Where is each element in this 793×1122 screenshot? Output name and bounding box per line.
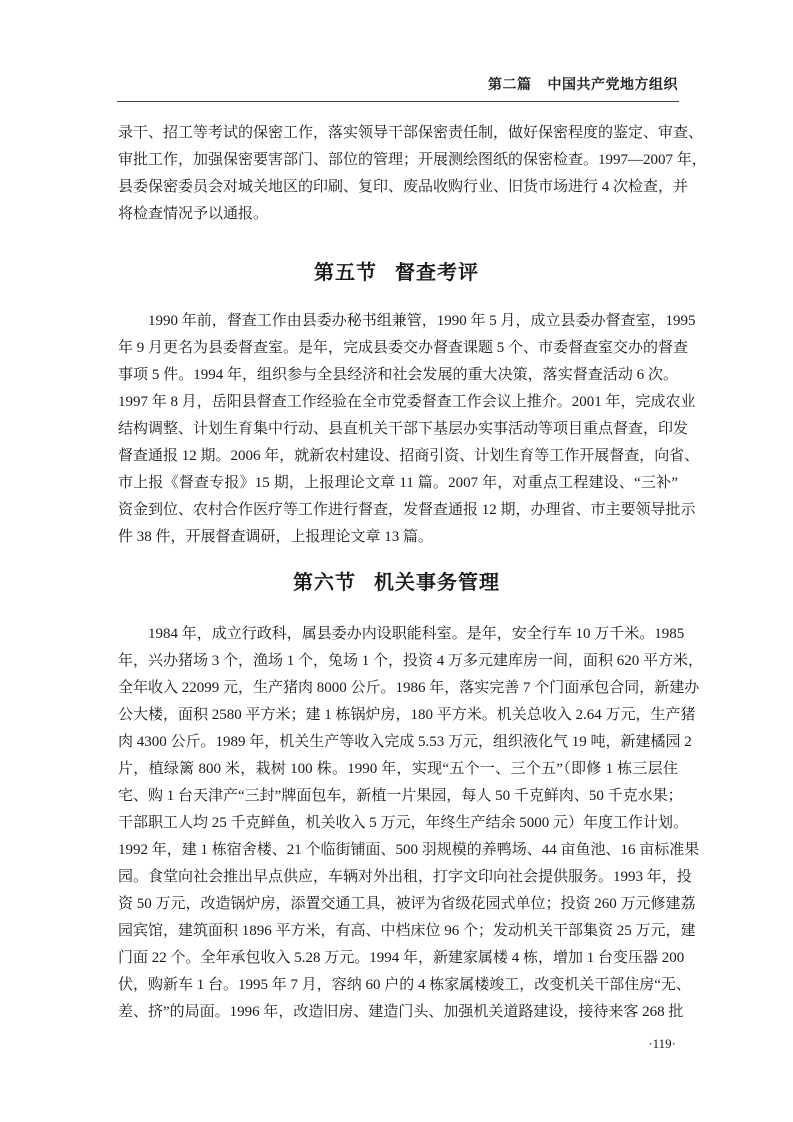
continued-paragraph (118, 120, 707, 228)
text-line: 年，兴办猪场 3 个，渔场 1 个，兔场 1 个，投资 4 万多元建库房一间，面积 620 平方米， (118, 653, 704, 669)
section-5-paragraph (118, 308, 700, 551)
text-line: 资金到位、农村合作医疗等工作进行督查，发督查通报 12 期，办理省、市主要领导批示 (118, 502, 696, 518)
text-line: 片，植绿篱 800 米，栽树 100 株。1990 年，实现“五个一、三个五”（即修 1 栋三层住 (118, 761, 678, 777)
text-line: 1990 年前，督查工作由县委办秘书组兼管，1990 年 5 月，成立县委办督查室，1995 (148, 313, 696, 329)
text-line: 园宾馆，建筑面积 1896 平方米，有高、中档床位 96 个；发动机关干部集资 25 万元，建 (118, 923, 696, 939)
section-title: 机关事务管理 (374, 572, 500, 594)
text-line: 园。食堂向社会推出早点供应，车辆对外出租，打字文印向社会提供服务。1993 年，投 (118, 869, 692, 885)
text-line: 录干、招工等考试的保密工作，落实领导干部保密责任制，做好保密程度的鉴定、审查、 (118, 125, 704, 141)
text-line: 公大楼，面积 2580 平方米；建 1 栋锅炉房，180 平方米。机关总收入 2.64 万元，生产猪 (118, 707, 696, 723)
page-number: ·119· (648, 1036, 676, 1051)
text-line: 县委保密委员会对城关地区的印刷、复印、废品收购行业、旧货市场进行 4 次检查，并 (118, 179, 689, 195)
text-line: 全年收入 22099 元，生产猪肉 8000 公斤。1986 年，落实完善 7 个门面承包合同，新建办 (118, 680, 700, 696)
text-line: 伏，购新车 1 台。1995 年 7 月，容纳 60 户的 4 栋家属楼竣工，改变机关干部住房“无、 (118, 977, 691, 993)
text-line: 件 38 件，开展督查调研，上报理论文章 13 篇。 (118, 529, 434, 545)
text-line: 将检查情况予以通报。 (118, 206, 269, 222)
section-title: 督查考评 (395, 262, 479, 284)
text-line: 干部职工人均 25 千克鲜鱼，机关收入 5 万元，年终生产结余 5000 元）年度工作计划。 (118, 815, 689, 831)
section-number: 第五节 (314, 262, 377, 284)
text-line: 资 50 万元，改造锅炉房，添置交通工具，被评为省级花园式单位；投资 260 万元修建荔 (118, 896, 696, 912)
section-6-paragraph (118, 621, 704, 1026)
text-line: 事项 5 件。1994 年，组织参与全县经济和社会发展的重大决策，落实督查活动 6 次。 (118, 367, 678, 383)
text-line: 差、挤”的局面。1996 年，改造旧房、建造门头、加强机关道路建设，接待来客 268 批 (118, 1004, 684, 1020)
part-title: 中国共产党地方组织 (547, 76, 678, 92)
text-line: 审批工作，加强保密要害部门、部位的管理；开展测绘图纸的保密检查。1997—2007 年， (118, 152, 707, 168)
running-header (488, 74, 678, 94)
text-line: 结构调整、计划生育集中行动、县直机关干部下基层办实事活动等项目重点督查，印发 (118, 421, 689, 437)
section-heading-5 (0, 256, 793, 285)
text-line: 市上报《督查专报》15 期，上报理论文章 11 篇。2007 年，对重点工程建设、“三补” (118, 475, 678, 491)
text-line: 1992 年，建 1 栋宿舍楼、21 个临街铺面、500 羽规模的养鸭场、44 亩鱼池、16 亩标准果 (118, 842, 700, 858)
part-label: 第二篇 (488, 76, 532, 92)
text-line: 1997 年 8 月，岳阳县督查工作经验在全市党委督查工作会议上推介。2001 年，完成农业 (118, 394, 696, 410)
text-line: 门面 22 个。全年承包收入 5.28 万元。1994 年，新建家属楼 4 栋，增加 1 台变压器 200 (118, 950, 685, 966)
text-line: 督查通报 12 期。2006 年，就新农村建设、招商引资、计划生育等工作开展督查，向省、 (118, 448, 700, 464)
text-line: 1984 年，成立行政科，属县委办内设职能科室。是年，安全行车 10 万千米。1985 (148, 626, 685, 642)
header-rule (117, 101, 679, 102)
section-heading-6 (0, 566, 793, 595)
text-line: 宅、购 1 台天津产“三封”牌面包车，新植一片果园，每人 50 千克鲜肉、50 千克水果； (118, 788, 683, 804)
text-line: 肉 4300 公斤。1989 年，机关生产等收入完成 5.53 万元，组织液化气 19 吨，新建橘园 2 (118, 734, 692, 750)
section-number: 第六节 (293, 572, 356, 594)
text-line: 年 9 月更名为县委督查室。是年，完成县委交办督查课题 5 个、市委督查室交办的督查 (118, 340, 689, 356)
